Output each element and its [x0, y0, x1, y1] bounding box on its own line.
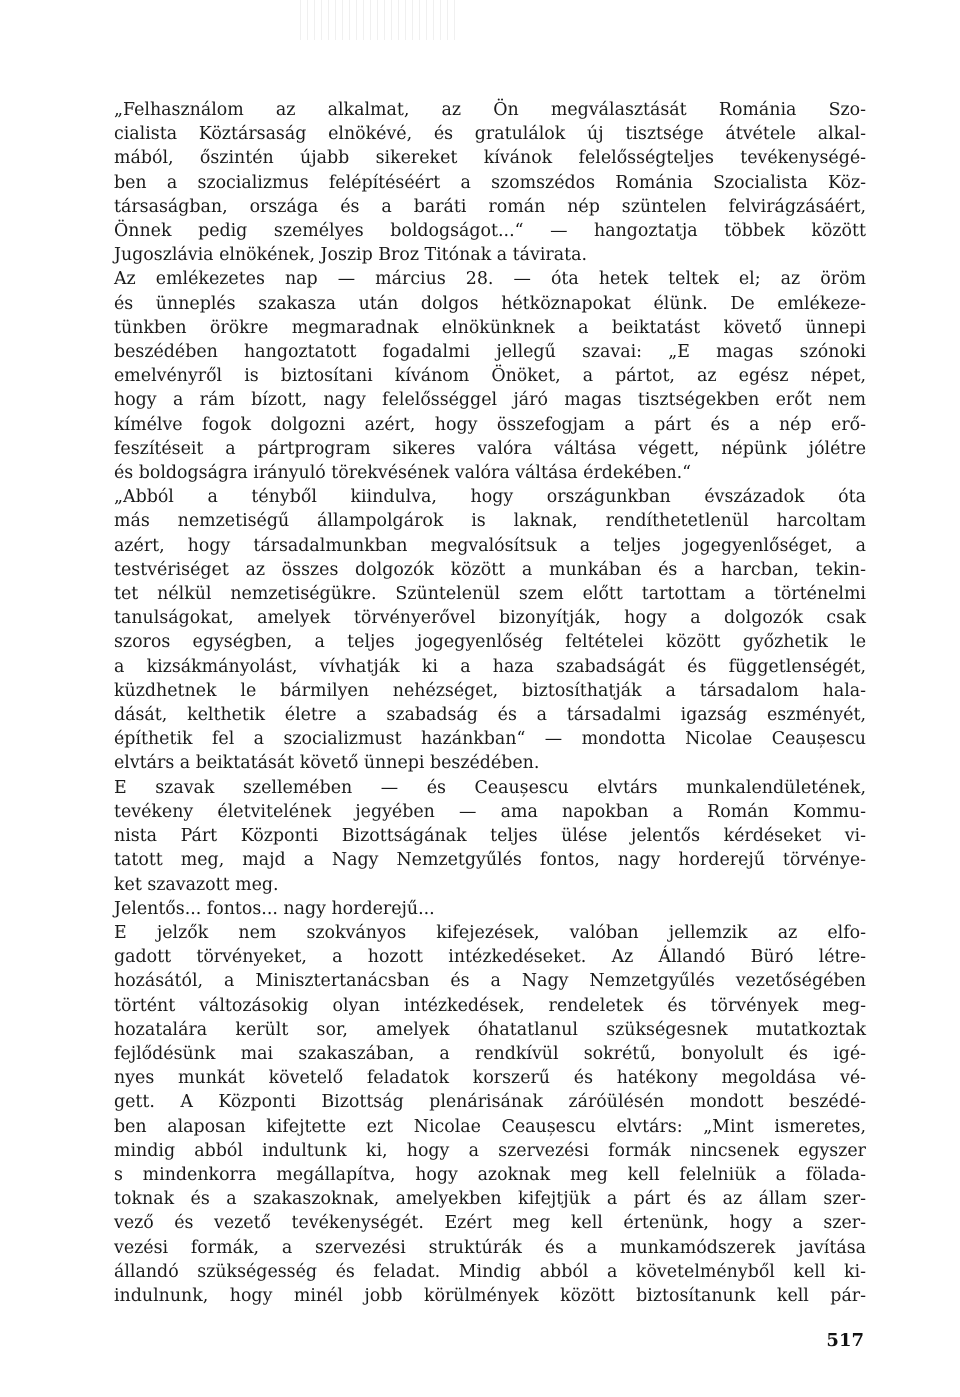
text-line: tevékeny életvitelének jegyében — ama napokban a Román Kommu-: [114, 801, 866, 822]
text-line: hozatalára került sor, amelyek óhatatlanul szükségesnek mutatkoztak: [114, 1019, 866, 1040]
text-line: Jugoszlávia elnökének, Joszip Broz Titónak a távirata.: [114, 245, 587, 266]
text-line: E jelzők nem szokványos kifejezések, valóban jellemzik az elfo-: [114, 922, 866, 943]
paragraph-5: [66, 897, 866, 921]
text-line: nyes munkát követelő feladatok korszerű és hatékony megoldása vé-: [114, 1068, 866, 1089]
text-line: ket szavazott meg.: [114, 874, 279, 895]
text-line: gett. A Központi Bizottság plenárisának záróülésén mondott beszédé-: [114, 1092, 866, 1113]
text-line: hogy a rám bízott, nagy felelősséggel járó magas tisztségekben erőt nem: [114, 390, 866, 411]
text-line: Önnek pedig személyes boldogságot...“ — hangoztatja többek között: [114, 221, 866, 242]
text-line: gadott törvényeket, a hozott intézkedéseket. Az Állandó Büró létre-: [114, 947, 866, 968]
text-line: mindig abból indultunk ki, hogy a szervezési formák nincsenek egyszer: [114, 1140, 866, 1161]
text-line: tanulságokat, amelyek törvényerővel bizonyítják, hogy a dolgozók csak: [114, 608, 866, 629]
text-line: E szavak szellemében — és Ceaușescu elvtárs munkalendületének,: [114, 777, 866, 798]
text-line: hozásától, a Minisztertanácsban és a Nagy Nemzetgyűlés vezetőségében: [114, 971, 866, 992]
text-line: vezési formák, a szervezési struktúrák és a munkamódszerek javítása: [114, 1237, 866, 1258]
text-line: és boldogságra irányuló törekvésének valóra váltása érdekében.“: [114, 463, 692, 484]
document-body: [66, 98, 866, 1308]
text-line: társaságban, országa és a baráti román nép szüntelen felvirágzásáért,: [114, 196, 866, 217]
text-line: s mindenkorra megállapítva, hogy azoknak meg kell felelniük a fölada-: [114, 1164, 866, 1185]
text-line: tatott meg, majd a Nagy Nemzetgyűlés fontos, nagy horderejű törvénye-: [114, 850, 866, 871]
paragraph-3: [66, 485, 866, 775]
text-line: feszítéseit a pártprogram sikeres valóra váltása végett, népünk jólétre: [114, 438, 866, 459]
text-line: történt változásokig olyan intézkedések, rendeletek és törvények meg-: [114, 995, 866, 1016]
page-number: 517: [826, 1330, 864, 1351]
text-line: fejlődésünk mai szakaszában, a rendkívül sokrétű, bonyolult és igé-: [114, 1043, 866, 1064]
text-line: építhetik fel a szocializmust hazánkban“ — mondotta Nicolae Ceaușescu: [114, 729, 866, 750]
text-line: azért, hogy társadalmunkban megvalósítsuk a teljes jogegyenlőséget, a: [114, 535, 866, 556]
text-line: toknak és a szakaszoknak, amelyekben kifejtjük a párt és az állam szer-: [114, 1189, 866, 1210]
text-line: Jelentős... fontos... nagy horderejű...: [114, 898, 435, 919]
text-line: ben alaposan kifejtette ezt Nicolae Ceaușescu elvtárs: „Mint ismeretes,: [114, 1116, 866, 1137]
text-line: tet nélkül nemzetiségükre. Szüntelenül szem előtt tartottam a történelmi: [114, 584, 866, 605]
text-line: „Abból a tényből kiindulva, hogy országunkban évszázadok óta: [114, 487, 866, 508]
paragraph-2: [66, 267, 866, 485]
text-line: más nemzetiségű állampolgárok is laknak, rendíthetetlenül harcoltam: [114, 511, 866, 532]
paragraph-1: [66, 98, 866, 267]
text-line: Az emlékezetes nap — március 28. — óta hetek teltek el; az öröm: [114, 269, 866, 290]
text-line: szoros egységben, a teljes jogegyenlőség feltételei között győzhetik le: [114, 632, 866, 653]
text-line: küzdhetnek le bármilyen nehézséget, biztosíthatják a társadalom hala-: [114, 680, 866, 701]
text-line: mából, őszintén újabb sikereket kívánok felelősségteljes tevékenységé-: [114, 148, 866, 169]
paragraph-6: [66, 921, 866, 1308]
text-line: cialista Köztársaság elnökévé, és gratulálok új tisztsége átvétele alkal-: [114, 124, 866, 145]
text-line: a kizsákmányolást, vívhatják ki a haza szabadságát és függetlenségét,: [114, 656, 866, 677]
text-line: dását, kelthetik életre a szabadság és a társadalmi igazság eszményét,: [114, 705, 866, 726]
text-line: indulnunk, hogy minél jobb körülmények között biztosítanunk kell pár-: [114, 1285, 866, 1306]
scan-artifact: [300, 0, 460, 40]
text-line: kímélve fogok dolgozni azért, hogy összefogjam a párt és a nép erő-: [114, 414, 866, 435]
text-line: nista Párt Központi Bizottságának teljes ülése jelentős kérdéseket vi-: [114, 826, 866, 847]
text-line: „Felhasználom az alkalmat, az Ön megválasztását Románia Szo-: [114, 100, 866, 120]
text-line: beszédében hangoztatott fogadalmi jellegű szavai: „E magas szónoki: [114, 342, 866, 363]
text-line: elvtárs a beiktatását követő ünnepi beszédében.: [114, 753, 540, 774]
text-line: tünkben örökre megmaradnak elnökünknek a beiktatást követő ünnepi: [114, 317, 866, 338]
paragraph-4: [66, 776, 866, 897]
text-line: és ünneplés szakasza után dolgos hétköznapokat élünk. De emlékeze-: [114, 293, 866, 314]
text-line: állandó szükségesség és feladat. Mindig abból a követelményből kell ki-: [114, 1261, 866, 1282]
text-line: ben a szocializmus felépítéséért a szomszédos Románia Szocialista Köz-: [114, 172, 866, 193]
text-line: emelvényről is biztosítani kívánom Önöket, a pártot, az egész népet,: [114, 366, 866, 387]
text-line: testvériséget az összes dolgozók között a munkában és a harcban, tekin-: [114, 559, 866, 580]
text-line: vező és vezető tevékenységét. Ezért meg kell értenünk, hogy a szer-: [114, 1213, 866, 1234]
